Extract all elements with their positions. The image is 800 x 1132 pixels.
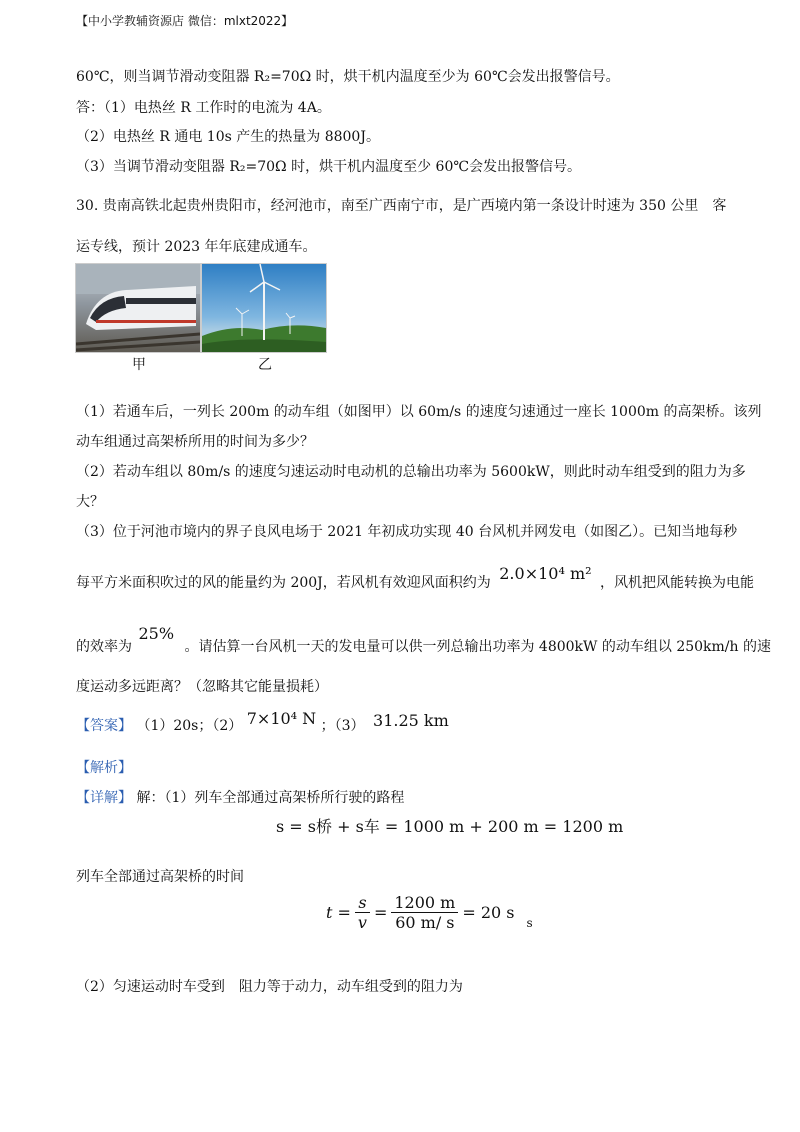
q30-part3-line-b: [76, 564, 754, 592]
detail-text: 解：（1）列车全部通过高架桥所行驶的路程: [136, 790, 405, 806]
train-illustration: [76, 264, 200, 352]
q30-part1-line-a: （1）若通车后，一列长 200m 的动车组（如图甲）以 60m/s 的速度匀速通过一座长 1000m 的高架桥。该列: [76, 404, 762, 420]
prev-answer-3: （3）当调节滑动变阻器 R₂=70Ω 时，烘干机内温度至少 60℃会发出报警信号。: [76, 159, 582, 175]
eq-rhs: = 20 s: [462, 903, 515, 922]
p3b-text: 每平方米面积吹过的风的能量约为 200J，若风机有效迎风面积约为: [76, 575, 491, 591]
wind-turbine-illustration: [202, 264, 326, 352]
prev-text-line: 60℃，则当调节滑动变阻器 R₂=70Ω 时，烘干机内温度至少为 60℃会发出报警信号。: [76, 69, 620, 85]
q30-part2-line-b: 大？: [76, 494, 104, 510]
q30-part3-line-d: 度运动多远距离？（忽略其它能量损耗）: [76, 679, 328, 695]
figure-caption-b: 乙: [258, 357, 272, 373]
q30-line-2: 运专线，预计 2023 年年底建成通车。: [76, 239, 317, 255]
p3c-text: 的效率为: [76, 639, 132, 655]
prev-answer-2: （2）电热丝 R 通电 10s 产生的热量为 8800J。: [76, 129, 380, 145]
efficiency-formula: 25%: [138, 624, 175, 643]
frac-num: 1200 m: [391, 893, 458, 913]
equation-time: t = $\frac{s}{v}$ = $\frac{1200 m}{60 m/ s}$ = 20 s s: [326, 893, 533, 932]
fraction-s-over-v: [355, 893, 370, 932]
part2-text: （2）匀速运动时车受到 阻力等于动力，动车组受到的阻力为: [76, 979, 463, 995]
frac-s: s: [355, 893, 370, 913]
wind-turbine-photo: [201, 263, 327, 353]
detail-label: 【详解】: [76, 790, 132, 806]
figure-caption-a: 甲: [132, 357, 146, 373]
p3c-tail: 。请估算一台风机一天的发电量可以供一列总输出功率为 4800kW 的动车组以 250km/h 的速: [184, 639, 771, 655]
q30-line-1: 30. 贵南高铁北起贵州贵阳市，经河池市，南至广西南宁市，是广西境内第一条设计时速为 350 公里 客: [76, 198, 727, 214]
answer-line: [76, 709, 449, 735]
answer-part1: （1）20s；（2）: [136, 718, 243, 734]
q30-part3-line-a: （3）位于河池市境内的界子良风电场于 2021 年初成功实现 40 台风机并网发电（如图乙）。已知当地每秒: [76, 524, 738, 540]
detail-line: [76, 787, 404, 807]
time-text: 列车全部通过高架桥的时间: [76, 869, 244, 885]
prev-answer-1: 答：（1）电热丝 R 工作时的电流为 4A。: [76, 100, 331, 116]
q30-part2-line-a: （2）若动车组以 80m/s 的速度匀速运动时电动机的总输出功率为 5600kW，则此时动车组受到的阻力为多: [76, 464, 746, 480]
eq-tail: s: [526, 915, 533, 930]
page-header: 【中小学教辅资源店 微信：mlxt2022】: [76, 14, 294, 28]
answer-label: 【答案】: [76, 718, 132, 734]
eq-t: t =: [326, 903, 351, 922]
q30-part3-line-c: [76, 624, 771, 656]
answer-distance-formula: 31.25 km: [373, 711, 449, 730]
answer-sep: ；（3）: [320, 718, 365, 734]
analysis-label: 【解析】: [76, 760, 132, 776]
area-formula: 2.0×10⁴ m²: [499, 564, 592, 583]
equation-distance: s = s桥 + s车 = 1000 m + 200 m = 1200 m: [276, 817, 624, 836]
answer-force-formula: 7×10⁴ N: [246, 709, 317, 728]
q30-part1-line-b: 动车组通过高架桥所用的时间为多少？: [76, 434, 314, 450]
frac-den: 60 m/ s: [395, 913, 455, 932]
fraction-values: [391, 893, 458, 932]
p3b-tail: ，风机把风能转换为电能: [600, 575, 754, 591]
frac-v: v: [357, 913, 367, 932]
train-photo: [75, 263, 201, 353]
